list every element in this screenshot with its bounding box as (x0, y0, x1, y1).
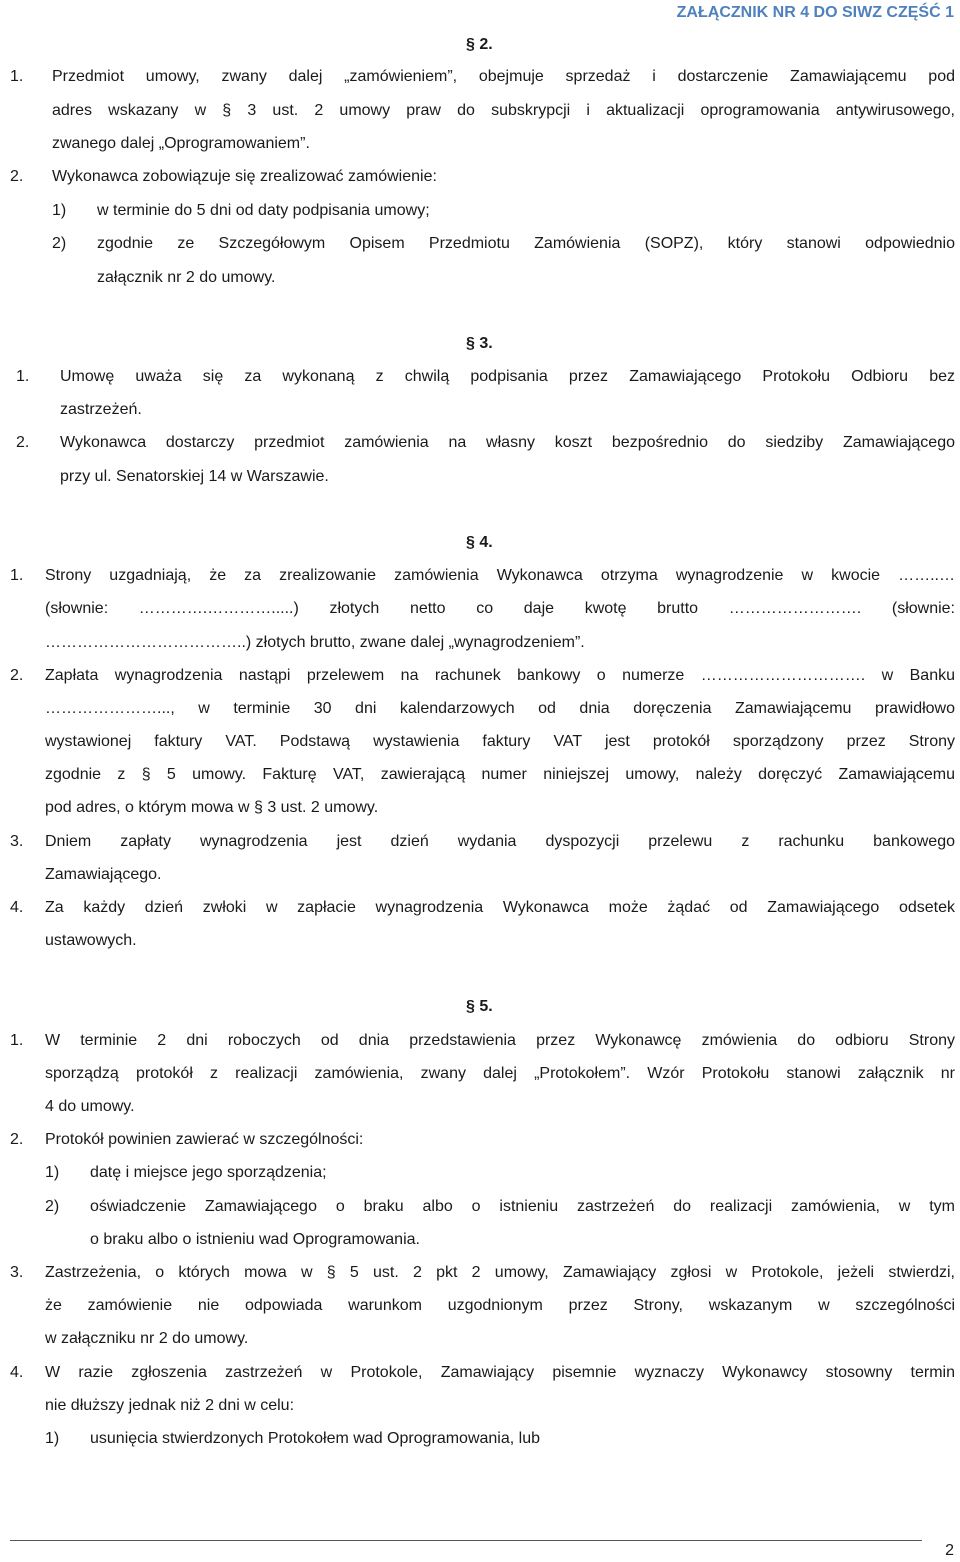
paragraph-line: Zapłata wynagrodzenia nastąpi przelewem na rachunek bankowy o numerze …………………………. w Banku (45, 667, 955, 684)
paragraph-line: ustawowych. (45, 932, 137, 949)
paragraph-line: …………………..., w terminie 30 dni kalendarzowych od dnia doręczenia Zamawiającemu prawidłowo (45, 700, 955, 717)
paragraph-line: w terminie do 5 dni od daty podpisania umowy; (97, 202, 430, 219)
paragraph-line: Umowę uważa się za wykonaną z chwilą podpisania przez Zamawiającego Protokołu Odbioru bez (60, 368, 955, 385)
item-number: 4. (10, 1364, 24, 1381)
subitem-number: 1) (45, 1430, 60, 1447)
paragraph-line: Dniem zapłaty wynagrodzenia jest dzień wydania dyspozycji przelewu z rachunku bankowego (45, 833, 955, 850)
section-heading-5: § 5. (466, 998, 493, 1015)
section-heading-2: § 2. (466, 36, 493, 53)
footer-divider (10, 1540, 922, 1541)
paragraph-line: załącznik nr 2 do umowy. (97, 269, 276, 286)
paragraph-line: pod adres, o którym mowa w § 3 ust. 2 umowy. (45, 799, 379, 816)
paragraph-line: zgodnie z § 5 umowy. Fakturę VAT, zawierającą numer niniejszej umowy, należy doręczyć Zamawiającemu (45, 766, 955, 783)
paragraph-line: adres wskazany w § 3 ust. 2 umowy praw do subskrypcji i aktualizacji oprogramowania antywirusowego, (52, 102, 955, 119)
item-number: 2. (10, 168, 24, 185)
item-number: 4. (10, 899, 24, 916)
paragraph-line: zgodnie ze Szczegółowym Opisem Przedmiotu Zamówienia (SOPZ), który stanowi odpowiednio (97, 235, 955, 252)
paragraph-line: Wykonawca zobowiązuje się zrealizować zamówienie: (52, 168, 437, 185)
paragraph-line: usunięcia stwierdzonych Protokołem wad Oprogramowania, lub (90, 1430, 540, 1447)
paragraph-line: W razie zgłoszenia zastrzeżeń w Protokole, Zamawiający pisemnie wyznaczy Wykonawcy stosowny termin (45, 1364, 955, 1381)
paragraph-line: oświadczenie Zamawiającego o braku albo o istnieniu zastrzeżeń do realizacji zamówienia, w tym (90, 1198, 955, 1215)
paragraph-line: W terminie 2 dni roboczych od dnia przedstawienia przez Wykonawcę zmówienia do odbioru Strony (45, 1032, 955, 1049)
item-number: 2. (10, 667, 24, 684)
paragraph-line: Zastrzeżenia, o których mowa w § 5 ust. 2 pkt 2 umowy, Zamawiający zgłosi w Protokole, jeżeli stwierdzi, (45, 1264, 955, 1281)
paragraph-line: (słownie: ………….………….....) złotych netto co daje kwotę brutto ……………………. (słownie: (45, 600, 955, 617)
subitem-number: 1) (52, 202, 67, 219)
item-number: 2. (10, 1131, 24, 1148)
item-number: 1. (10, 567, 24, 584)
subitem-number: 2) (45, 1198, 60, 1215)
section-heading-3: § 3. (466, 335, 493, 352)
paragraph-line: o braku albo o istnieniu wad Oprogramowania. (90, 1231, 420, 1248)
paragraph-line: Za każdy dzień zwłoki w zapłacie wynagrodzenia Wykonawca może żądać od Zamawiającego odsetek (45, 899, 955, 916)
paragraph-line: ………………………………..) złotych brutto, zwane dalej „wynagrodzeniem”. (45, 634, 585, 651)
paragraph-line: Protokół powinien zawierać w szczególności: (45, 1131, 364, 1148)
paragraph-line: w załączniku nr 2 do umowy. (45, 1330, 249, 1347)
paragraph-line: nie dłuższy jednak niż 2 dni w celu: (45, 1397, 295, 1414)
paragraph-line: zwanego dalej „Oprogramowaniem”. (52, 135, 310, 152)
paragraph-line: przy ul. Senatorskiej 14 w Warszawie. (60, 468, 329, 485)
item-number: 2. (16, 434, 30, 451)
paragraph-line: sporządzą protokół z realizacji zamówienia, zwany dalej „Protokołem”. Wzór Protokołu stanowi załącznik nr (45, 1065, 955, 1082)
subitem-number: 1) (45, 1164, 60, 1181)
paragraph-line: że zamówienie nie odpowiada warunkom uzgodnionym przez Strony, wskazanym w szczególności (45, 1297, 955, 1314)
paragraph-line: Zamawiającego. (45, 866, 162, 883)
paragraph-line: Strony uzgadniają, że za zrealizowanie zamówienia Wykonawca otrzyma wynagrodzenie w kwocie ……..… (45, 567, 955, 584)
item-number: 3. (10, 1264, 24, 1281)
section-heading-4: § 4. (466, 534, 493, 551)
item-number: 1. (10, 68, 24, 85)
paragraph-line: Przedmiot umowy, zwany dalej „zamówieniem”, obejmuje sprzedaż i dostarczenie Zamawiającemu pod (52, 68, 955, 85)
page-number: 2 (945, 1542, 954, 1559)
item-number: 1. (10, 1032, 24, 1049)
item-number: 3. (10, 833, 24, 850)
paragraph-line: wystawionej faktury VAT. Podstawą wystawienia faktury VAT jest protokół sporządzony przez Strony (45, 733, 955, 750)
page-header: ZAŁĄCZNIK NR 4 DO SIWZ CZĘŚĆ 1 (676, 4, 954, 21)
paragraph-line: 4 do umowy. (45, 1098, 135, 1115)
paragraph-line: datę i miejsce jego sporządzenia; (90, 1164, 327, 1181)
subitem-number: 2) (52, 235, 67, 252)
paragraph-line: Wykonawca dostarczy przedmiot zamówienia na własny koszt bezpośrednio do siedziby Zamawiającego (60, 434, 955, 451)
item-number: 1. (16, 368, 30, 385)
paragraph-line: zastrzeżeń. (60, 401, 142, 418)
